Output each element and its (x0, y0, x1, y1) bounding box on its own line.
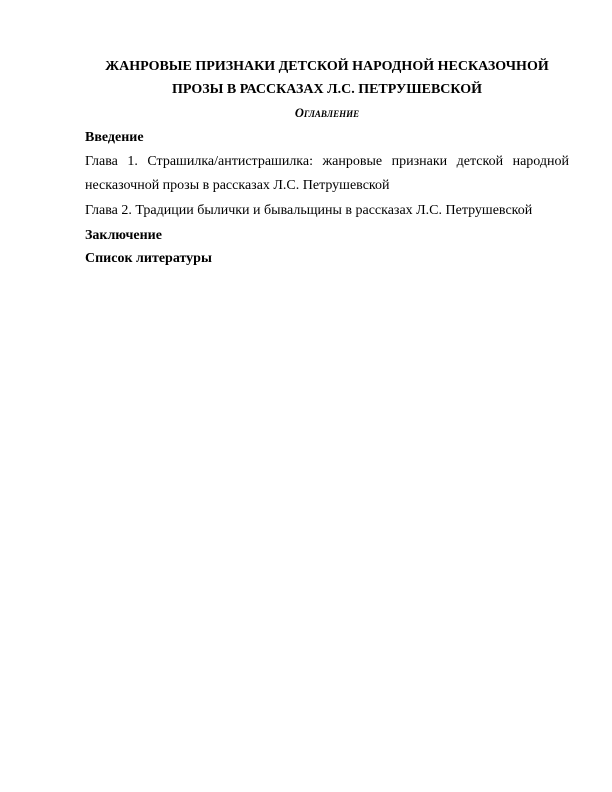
toc-item-chapter-1-line-2: несказочной прозы в рассказах Л.С. Петрушевской (85, 178, 390, 193)
toc-item-bibliography: Список литературы (85, 251, 212, 266)
toc-heading: Оглавление (294, 106, 360, 120)
toc-item-chapter-2: Глава 2. Традиции былички и бывальщины в рассказах Л.С. Петрушевской (85, 203, 533, 218)
toc-item-chapter-1-line-1: Глава 1. Страшилка/антистрашилка: жанровые признаки детской народной (85, 154, 569, 169)
toc-item-introduction: Введение (85, 130, 144, 145)
document-title-line-1: ЖАНРОВЫЕ ПРИЗНАКИ ДЕТСКОЙ НАРОДНОЙ НЕСКАЗОЧНОЙ (105, 59, 549, 74)
toc-item-conclusion: Заключение (85, 228, 162, 243)
document-title-line-2: ПРОЗЫ В РАССКАЗАХ Л.С. ПЕТРУШЕВСКОЙ (172, 82, 482, 97)
